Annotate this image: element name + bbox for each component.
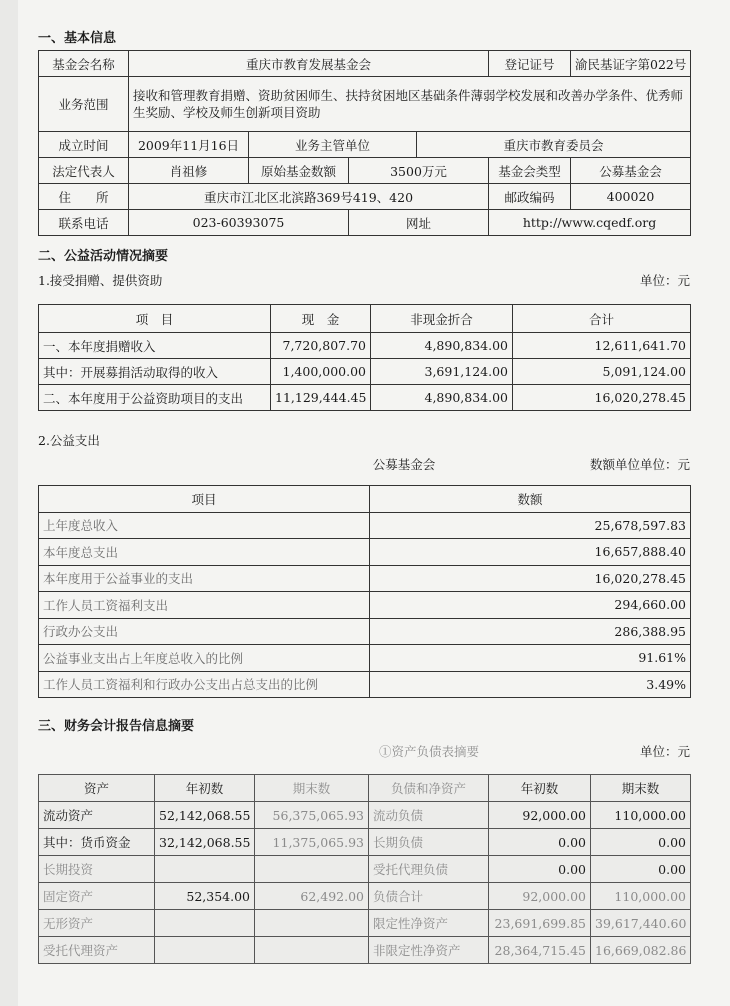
section1-title: 一、基本信息: [38, 31, 117, 46]
public-spending-table: [38, 485, 691, 698]
cell-value: 16,020,278.45: [370, 565, 691, 592]
balance-center-label: ①资产负债表摘要: [378, 744, 479, 759]
cell-value: 28,364,715.45: [489, 937, 591, 964]
row-label: 固定资产: [39, 883, 155, 910]
cell-value: 12,611,641.70: [513, 333, 691, 359]
column-header: 期末数: [255, 775, 369, 802]
cell-label: 联系电话: [39, 210, 129, 236]
table-row: [39, 158, 691, 184]
cell-value: 110,000.00: [591, 883, 691, 910]
column-header: 期末数: [591, 775, 691, 802]
column-header: 项目: [39, 486, 370, 513]
section3-title: 三、财务会计报告信息摘要: [38, 719, 195, 734]
column-header: 年初数: [489, 775, 591, 802]
cell-value: 渝民基证字第022号: [571, 51, 691, 77]
table-row: [39, 539, 691, 566]
row-label: 本年度总支出: [39, 539, 370, 566]
cell-value: 52,354.00: [155, 883, 255, 910]
cell-value: 1,400,000.00: [271, 359, 371, 385]
cell-value: 400020: [571, 184, 691, 210]
cell-value: 023-60393075: [129, 210, 349, 236]
cell-value: [155, 937, 255, 964]
cell-value: 39,617,440.60: [591, 910, 691, 937]
cell-value: 公募基金会: [571, 158, 691, 184]
column-header: 资产: [39, 775, 155, 802]
cell-value: 62,492.00: [255, 883, 369, 910]
table-row: [39, 359, 691, 385]
cell-value: 92,000.00: [489, 802, 591, 829]
row-label: 本年度用于公益事业的支出: [39, 565, 370, 592]
row-label: 无形资产: [39, 910, 155, 937]
row-label: 其中：货币资金: [39, 829, 155, 856]
table-row: [39, 77, 691, 132]
balance-sheet-table: [38, 774, 691, 964]
row-label: 负债合计: [369, 883, 489, 910]
table-row: [39, 592, 691, 619]
row-label: 受托代理负债: [369, 856, 489, 883]
cell-value: 294,660.00: [370, 592, 691, 619]
row-label: 流动负债: [369, 802, 489, 829]
cell-value: 3.49%: [370, 671, 691, 698]
donations-subheader: [38, 268, 690, 292]
cell-value: 91.61%: [370, 645, 691, 672]
table-row: [39, 333, 691, 359]
cell-value: [255, 856, 369, 883]
cell-value: 0.00: [489, 829, 591, 856]
cell-value: 16,657,888.40: [370, 539, 691, 566]
column-header: 合计: [513, 305, 691, 333]
public-spending-subtitle: 2.公益支出: [38, 433, 100, 448]
cell-value: 56,375,065.93: [255, 802, 369, 829]
donations-table: [38, 304, 691, 411]
row-label: 长期负债: [369, 829, 489, 856]
donations-unit: 单位：元: [639, 273, 690, 288]
table-row: [39, 910, 691, 937]
cell-value: 3500万元: [349, 158, 489, 184]
cell-value: [255, 910, 369, 937]
row-label: 工作人员工资福利支出: [39, 592, 370, 619]
cell-value: 11,375,065.93: [255, 829, 369, 856]
row-label: 一、本年度捐赠收入: [39, 333, 271, 359]
cell-label: 业务范围: [39, 77, 129, 132]
balance-unit: 单位：元: [639, 744, 690, 759]
cell-value: 2009年11月16日: [129, 132, 249, 158]
table-row: [39, 883, 691, 910]
table-row: [39, 565, 691, 592]
table-row: [39, 51, 691, 77]
scan-edge: [0, 0, 18, 1006]
cell-label: 登记证号: [489, 51, 571, 77]
table-row: [39, 937, 691, 964]
cell-label: 邮政编码: [489, 184, 571, 210]
public-spending-subheader: [38, 451, 690, 477]
cell-value: [155, 856, 255, 883]
table-row: [39, 829, 691, 856]
column-header: 项 目: [39, 305, 271, 333]
cell-value: 0.00: [591, 829, 691, 856]
cell-value: 重庆市教育发展基金会: [129, 51, 489, 77]
cell-label: 法定代表人: [39, 158, 129, 184]
cell-value: 重庆市教育委员会: [417, 132, 691, 158]
table-row: [39, 210, 691, 236]
row-label: 非限定性净资产: [369, 937, 489, 964]
basic-info-table: [38, 50, 691, 236]
cell-label: 网址: [349, 210, 489, 236]
table-row: [39, 802, 691, 829]
row-label: 上年度总收入: [39, 512, 370, 539]
row-label: 二、本年度用于公益资助项目的支出: [39, 385, 271, 411]
cell-value: 0.00: [489, 856, 591, 883]
table-header-row: [39, 486, 691, 513]
row-label: 长期投资: [39, 856, 155, 883]
row-label: 受托代理资产: [39, 937, 155, 964]
table-row: [39, 385, 691, 411]
cell-label: 基金会类型: [489, 158, 571, 184]
cell-value: 25,678,597.83: [370, 512, 691, 539]
row-label: 流动资产: [39, 802, 155, 829]
table-row: [39, 184, 691, 210]
cell-value: http://www.cqedf.org: [489, 210, 691, 236]
row-label: 限定性净资产: [369, 910, 489, 937]
table-row: [39, 856, 691, 883]
donations-subtitle: 1.接受捐赠、提供资助: [38, 273, 163, 288]
balance-subheader: [38, 738, 690, 764]
table-header-row: [39, 305, 691, 333]
cell-value: 11,129,444.45: [271, 385, 371, 411]
table-header-row: [39, 775, 691, 802]
column-header: 负债和净资产: [369, 775, 489, 802]
cell-value: 110,000.00: [591, 802, 691, 829]
cell-value: 32,142,068.55: [155, 829, 255, 856]
cell-value: 286,388.95: [370, 618, 691, 645]
cell-value: 16,020,278.45: [513, 385, 691, 411]
document-content: [38, 28, 690, 964]
cell-value: 4,890,834.00: [371, 333, 513, 359]
cell-value: 肖祖修: [129, 158, 249, 184]
row-label: 工作人员工资福利和行政办公支出占总支出的比例: [39, 671, 370, 698]
cell-value: 3,691,124.00: [371, 359, 513, 385]
column-header: 非现金折合: [371, 305, 513, 333]
cell-value: 5,091,124.00: [513, 359, 691, 385]
cell-value: 接收和管理教育捐赠、资助贫困师生、扶持贫困地区基础条件薄弱学校发展和改善办学条件、优秀师生奖励、学校及师生创新项目资助: [129, 77, 691, 132]
cell-label: 基金会名称: [39, 51, 129, 77]
table-row: [39, 645, 691, 672]
public-spending-unit: 数额单位单位：元: [589, 457, 690, 472]
table-row: [39, 671, 691, 698]
column-header: 年初数: [155, 775, 255, 802]
cell-value: 23,691,699.85: [489, 910, 591, 937]
cell-label: 成立时间: [39, 132, 129, 158]
column-header: 现 金: [271, 305, 371, 333]
cell-value: [255, 937, 369, 964]
cell-value: 16,669,082.86: [591, 937, 691, 964]
row-label: 其中：开展募捐活动取得的收入: [39, 359, 271, 385]
public-spending-center-label: 公募基金会: [372, 457, 436, 472]
table-row: [39, 618, 691, 645]
table-row: [39, 132, 691, 158]
cell-value: 7,720,807.70: [271, 333, 371, 359]
cell-value: 52,142,068.55: [155, 802, 255, 829]
section2-title: 二、公益活动情况摘要: [38, 249, 169, 264]
cell-label: 住 所: [39, 184, 129, 210]
row-label: 行政办公支出: [39, 618, 370, 645]
cell-value: 0.00: [591, 856, 691, 883]
cell-value: [155, 910, 255, 937]
row-label: 公益事业支出占上年度总收入的比例: [39, 645, 370, 672]
cell-label: 业务主管单位: [249, 132, 417, 158]
cell-value: 92,000.00: [489, 883, 591, 910]
column-header: 数额: [370, 486, 691, 513]
cell-value: 重庆市江北区北滨路369号419、420: [129, 184, 489, 210]
cell-label: 原始基金数额: [249, 158, 349, 184]
cell-value: 4,890,834.00: [371, 385, 513, 411]
table-row: [39, 512, 691, 539]
